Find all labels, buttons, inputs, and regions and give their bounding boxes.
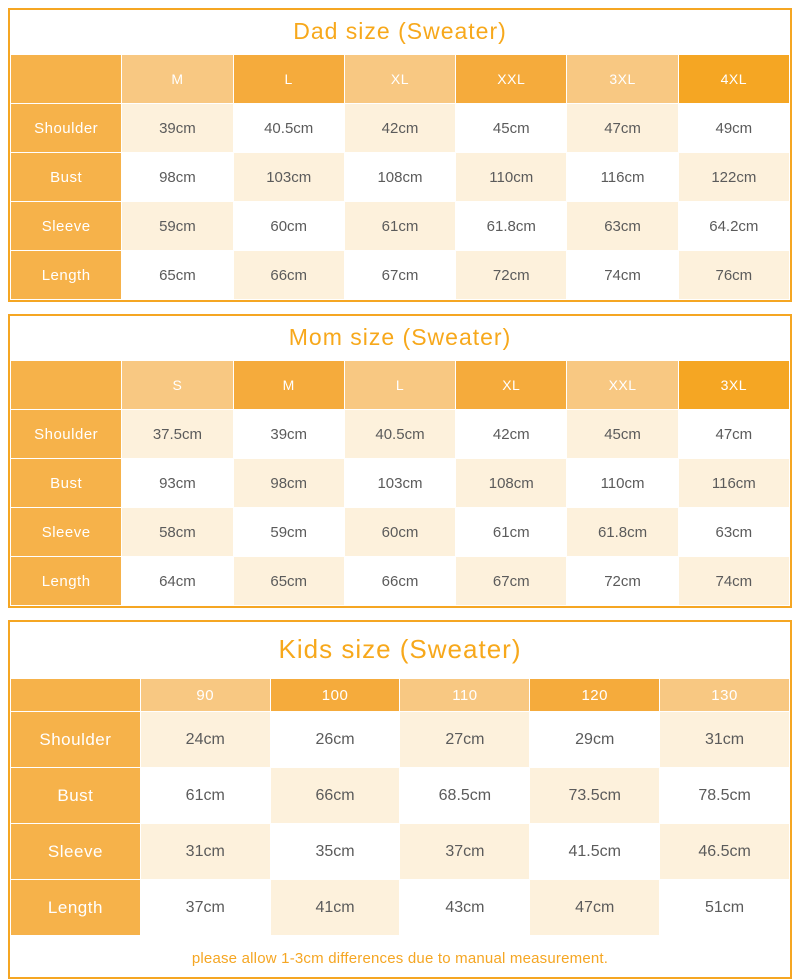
column-header: 130 — [660, 679, 790, 712]
table-cell: 98cm — [122, 153, 233, 202]
table-cell: 61cm — [344, 202, 455, 251]
size-table-kids — [10, 678, 790, 936]
table-cell: 47cm — [567, 104, 678, 153]
column-header: L — [233, 55, 344, 104]
header-corner — [11, 679, 141, 712]
table-row — [11, 508, 790, 557]
table-cell: 37.5cm — [122, 410, 233, 459]
table-cell: 37cm — [140, 880, 270, 936]
table-cell: 43cm — [400, 880, 530, 936]
table-cell: 61cm — [456, 508, 567, 557]
table-cell: 63cm — [567, 202, 678, 251]
table-cell: 74cm — [678, 557, 789, 606]
table-cell: 27cm — [400, 712, 530, 768]
table-cell: 58cm — [122, 508, 233, 557]
table-row — [11, 768, 790, 824]
table-cell: 108cm — [344, 153, 455, 202]
table-row — [11, 557, 790, 606]
size-table-mom — [10, 360, 790, 606]
table-cell: 60cm — [233, 202, 344, 251]
column-header: M — [122, 55, 233, 104]
size-table-dad — [10, 54, 790, 300]
column-header: 4XL — [678, 55, 789, 104]
table-cell: 76cm — [678, 251, 789, 300]
table-cell: 45cm — [456, 104, 567, 153]
table-title-dad: Dad size (Sweater) — [10, 10, 790, 54]
table-row — [11, 410, 790, 459]
table-cell: 103cm — [344, 459, 455, 508]
column-header: XXL — [567, 361, 678, 410]
table-cell: 41cm — [270, 880, 400, 936]
row-label: Sleeve — [11, 202, 122, 251]
table-cell: 39cm — [122, 104, 233, 153]
row-label: Bust — [11, 459, 122, 508]
table-cell: 40.5cm — [233, 104, 344, 153]
table-cell: 29cm — [530, 712, 660, 768]
table-cell: 110cm — [456, 153, 567, 202]
table-cell: 64cm — [122, 557, 233, 606]
table-cell: 59cm — [233, 508, 344, 557]
row-label: Length — [11, 880, 141, 936]
table-cell: 72cm — [456, 251, 567, 300]
table-cell: 42cm — [456, 410, 567, 459]
table-row — [11, 824, 790, 880]
table-cell: 61.8cm — [567, 508, 678, 557]
row-label: Bust — [11, 153, 122, 202]
size-table-card-mom — [8, 314, 792, 608]
table-cell: 66cm — [233, 251, 344, 300]
row-label: Shoulder — [11, 104, 122, 153]
table-cell: 98cm — [233, 459, 344, 508]
table-cell: 59cm — [122, 202, 233, 251]
table-title-kids: Kids size (Sweater) — [10, 622, 790, 678]
row-label: Bust — [11, 768, 141, 824]
table-cell: 103cm — [233, 153, 344, 202]
table-cell: 47cm — [530, 880, 660, 936]
table-cell: 47cm — [678, 410, 789, 459]
table-cell: 66cm — [344, 557, 455, 606]
table-row — [11, 880, 790, 936]
column-header: 3XL — [567, 55, 678, 104]
column-header: 120 — [530, 679, 660, 712]
table-cell: 110cm — [567, 459, 678, 508]
measurement-note: please allow 1-3cm differences due to manual measurement. — [191, 950, 609, 967]
table-header-row — [11, 55, 790, 104]
column-header: S — [122, 361, 233, 410]
table-title-mom: Mom size (Sweater) — [10, 316, 790, 360]
header-corner — [11, 361, 122, 410]
table-row — [11, 251, 790, 300]
table-cell: 93cm — [122, 459, 233, 508]
table-cell: 67cm — [456, 557, 567, 606]
table-cell: 108cm — [456, 459, 567, 508]
table-header-row — [11, 361, 790, 410]
table-cell: 116cm — [678, 459, 789, 508]
table-cell: 72cm — [567, 557, 678, 606]
column-header: XL — [344, 55, 455, 104]
size-table-card-kids — [8, 620, 792, 979]
table-cell: 45cm — [567, 410, 678, 459]
column-header: L — [344, 361, 455, 410]
table-cell: 49cm — [678, 104, 789, 153]
table-cell: 46.5cm — [660, 824, 790, 880]
table-cell: 68.5cm — [400, 768, 530, 824]
table-cell: 51cm — [660, 880, 790, 936]
row-label: Shoulder — [11, 410, 122, 459]
size-table-card-dad — [8, 8, 792, 302]
table-cell: 74cm — [567, 251, 678, 300]
table-cell: 41.5cm — [530, 824, 660, 880]
column-header: 110 — [400, 679, 530, 712]
table-cell: 61cm — [140, 768, 270, 824]
table-row — [11, 459, 790, 508]
table-row — [11, 202, 790, 251]
table-cell: 61.8cm — [456, 202, 567, 251]
table-header-row — [11, 679, 790, 712]
table-row — [11, 712, 790, 768]
table-cell: 73.5cm — [530, 768, 660, 824]
column-header: XL — [456, 361, 567, 410]
header-corner — [11, 55, 122, 104]
table-cell: 65cm — [122, 251, 233, 300]
column-header: 90 — [140, 679, 270, 712]
column-header: 3XL — [678, 361, 789, 410]
table-cell: 31cm — [660, 712, 790, 768]
table-cell: 67cm — [344, 251, 455, 300]
table-cell: 64.2cm — [678, 202, 789, 251]
table-cell: 78.5cm — [660, 768, 790, 824]
column-header: M — [233, 361, 344, 410]
table-cell: 42cm — [344, 104, 455, 153]
row-label: Sleeve — [11, 508, 122, 557]
column-header: 100 — [270, 679, 400, 712]
table-cell: 35cm — [270, 824, 400, 880]
table-cell: 122cm — [678, 153, 789, 202]
table-cell: 63cm — [678, 508, 789, 557]
table-cell: 116cm — [567, 153, 678, 202]
row-label: Length — [11, 251, 122, 300]
column-header: XXL — [456, 55, 567, 104]
table-row — [11, 104, 790, 153]
table-cell: 66cm — [270, 768, 400, 824]
table-cell: 26cm — [270, 712, 400, 768]
table-cell: 60cm — [344, 508, 455, 557]
table-cell: 65cm — [233, 557, 344, 606]
row-label: Length — [11, 557, 122, 606]
row-label: Sleeve — [11, 824, 141, 880]
table-cell: 24cm — [140, 712, 270, 768]
table-cell: 31cm — [140, 824, 270, 880]
table-cell: 40.5cm — [344, 410, 455, 459]
table-cell: 37cm — [400, 824, 530, 880]
table-row — [11, 153, 790, 202]
row-label: Shoulder — [11, 712, 141, 768]
table-cell: 39cm — [233, 410, 344, 459]
